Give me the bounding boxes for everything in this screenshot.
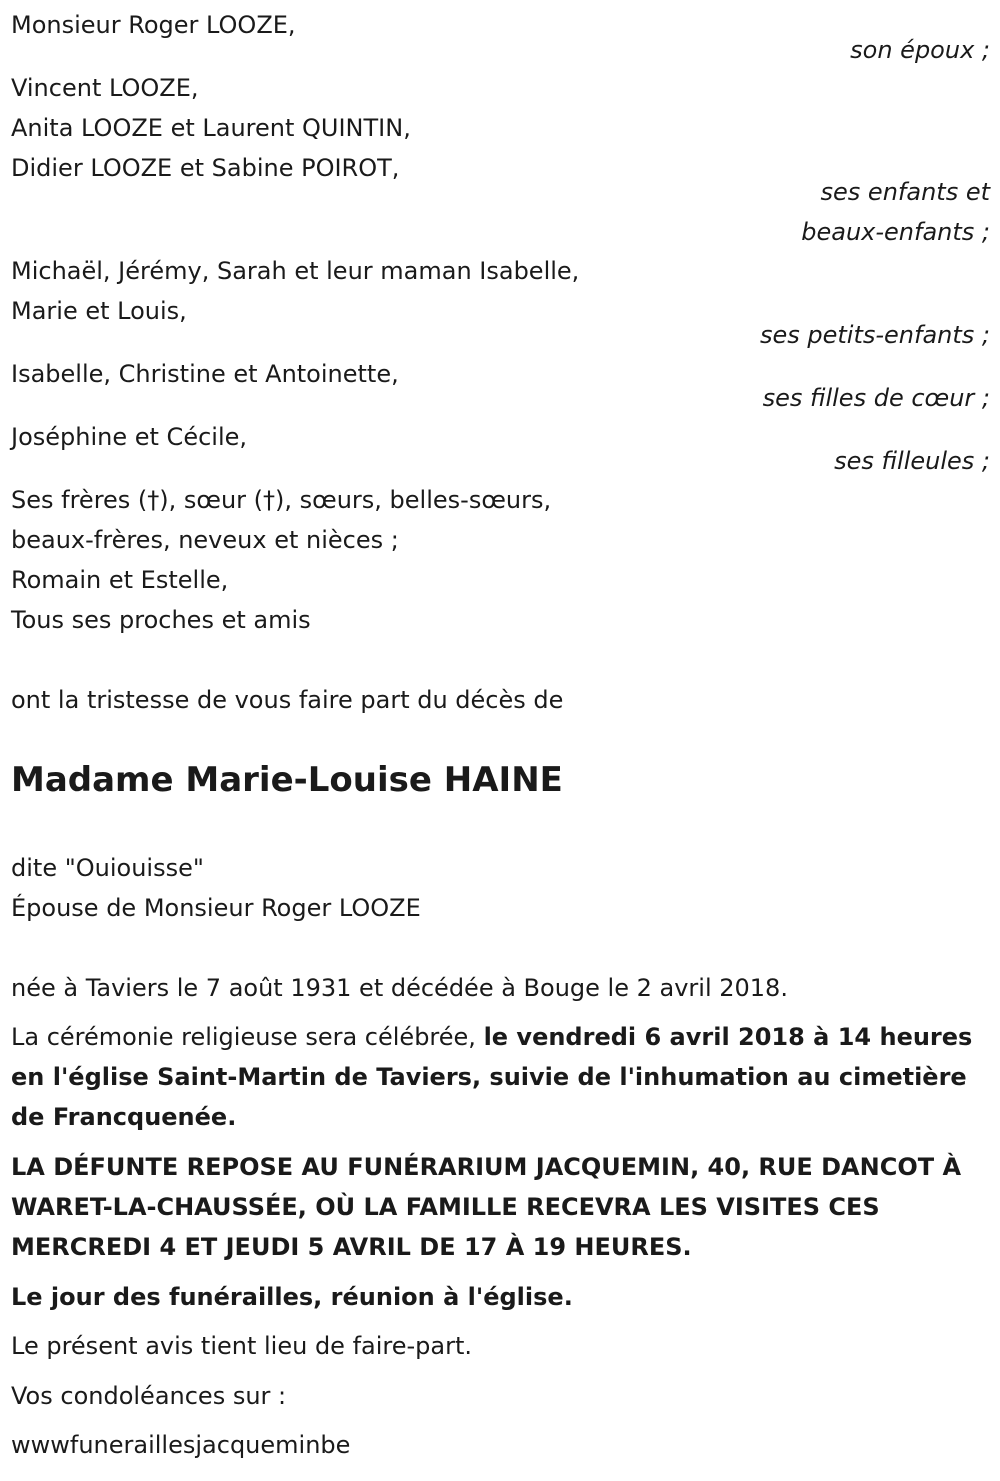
website-link[interactable]: wwwfuneraillesjacqueminbe bbox=[11, 1431, 351, 1459]
daughters-of-heart-role: ses filles de cœur ; bbox=[762, 384, 990, 412]
deceased-nickname: dite "Ouiouisse" bbox=[11, 854, 204, 882]
ceremony-intro: La cérémonie religieuse sera célébrée, bbox=[11, 1023, 484, 1051]
grandchildren-line: Marie et Louis, bbox=[11, 297, 187, 325]
ceremony-paragraph bbox=[11, 1017, 986, 1137]
relatives-line: Romain et Estelle, bbox=[11, 566, 229, 594]
children-role-line2: beaux-enfants ; bbox=[801, 218, 990, 246]
condolences-label: Vos condoléances sur : bbox=[11, 1382, 287, 1410]
grandchildren-role: ses petits-enfants ; bbox=[759, 321, 990, 349]
daughters-of-heart-line: Isabelle, Christine et Antoinette, bbox=[11, 360, 399, 388]
announcement-text: ont la tristesse de vous faire part du décès de bbox=[11, 686, 564, 714]
deceased-name: Madame Marie-Louise HAINE bbox=[11, 760, 563, 800]
relatives-line: Tous ses proches et amis bbox=[11, 606, 311, 634]
child-line: Vincent LOOZE, bbox=[11, 74, 199, 102]
relatives-line: beaux-frères, neveux et nièces ; bbox=[11, 526, 399, 554]
child-line: Anita LOOZE et Laurent QUINTIN, bbox=[11, 114, 411, 142]
meeting-line: Le jour des funérailles, réunion à l'église. bbox=[11, 1283, 573, 1311]
child-line: Didier LOOZE et Sabine POIROT, bbox=[11, 154, 400, 182]
grandchildren-line: Michaël, Jérémy, Sarah et leur maman Isabelle, bbox=[11, 257, 580, 285]
notice-line: Le présent avis tient lieu de faire-part. bbox=[11, 1332, 473, 1360]
relatives-line: Ses frères (†), sœur (†), sœurs, belles-sœurs, bbox=[11, 486, 552, 514]
goddaughters-line: Joséphine et Cécile, bbox=[11, 423, 248, 451]
birth-death-line: née à Taviers le 7 août 1931 et décédée à Bouge le 2 avril 2018. bbox=[11, 974, 788, 1002]
funerarium-paragraph: LA DÉFUNTE REPOSE AU FUNÉRARIUM JACQUEMIN, 40, RUE DANCOT À WARET-LA-CHAUSSÉE, OÙ LA FAMILLE RECEVRA LES VISITES CES MERCREDI 4 ET JEUDI 5 AVRIL DE 17 À 19 HEURES. bbox=[11, 1153, 962, 1261]
goddaughters-role: ses filleules ; bbox=[834, 447, 990, 475]
ceremony-details: le vendredi 6 avril 2018 à 14 heures en l'église Saint-Martin de Taviers, suivie de l'inhumation au cimetière de Francquenée. bbox=[11, 1023, 973, 1131]
husband-role: son époux ; bbox=[850, 36, 990, 64]
children-role-line1: ses enfants et bbox=[820, 178, 990, 206]
husband-name: Monsieur Roger LOOZE, bbox=[11, 11, 296, 39]
deceased-spouse-line: Épouse de Monsieur Roger LOOZE bbox=[11, 894, 421, 922]
